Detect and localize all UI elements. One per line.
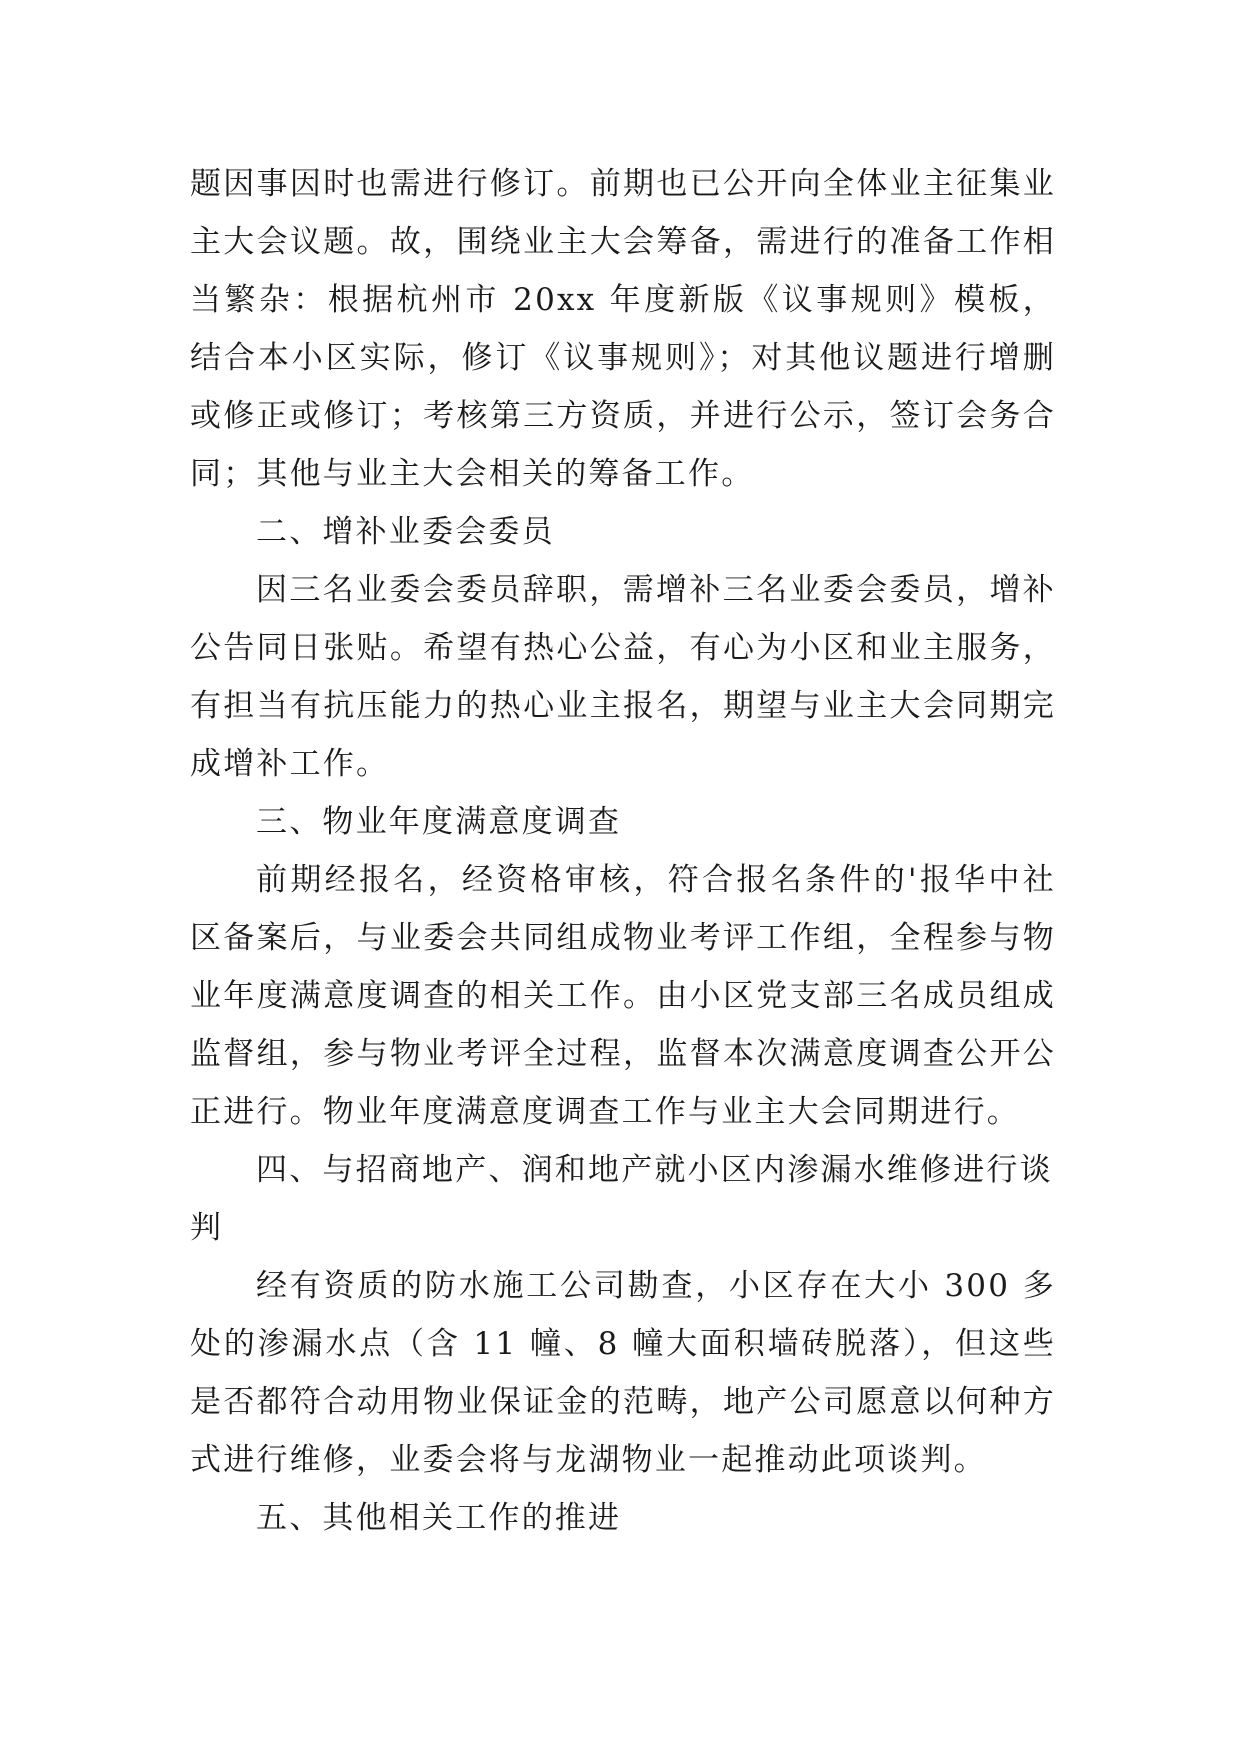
- document-body: [190, 155, 1056, 1547]
- section-heading-3: 三、物业年度满意度调查: [256, 804, 622, 840]
- paragraph-committee-members: 因三名业委会委员辞职，需增补三名业委会委员，增补公告同日张贴。希望有热心公益，有心为小区和业主服务，有担当有抗压能力的热心业主报名，期望与业主大会同期完成增补工作。: [190, 572, 1056, 782]
- section-heading-5: 五、其他相关工作的推进: [256, 1500, 622, 1536]
- paragraph-continuation: 题因事因时也需进行修订。前期也已公开向全体业主征集业主大会议题。故，围绕业主大会筹备，需进行的准备工作相当繁杂：根据杭州市 20xx 年度新版《议事规则》模板，结合本小区实际，修订《议事规则》；对其他议题进行增删或修正或修订；考核第三方资质，并进行公示，签订会务合同；其他与业主大会相关的筹备工作。: [190, 166, 1056, 492]
- paragraph-satisfaction-survey: 前期经报名，经资格审核，符合报名条件的'报华中社区备案后，与业委会共同组成物业考评工作组，全程参与物业年度满意度调查的相关工作。由小区党支部三名成员组成监督组，参与物业考评全过程，监督本次满意度调查公开公正进行。物业年度满意度调查工作与业主大会同期进行。: [190, 862, 1056, 1130]
- paragraph-leak-repair: 经有资质的防水施工公司勘查，小区存在大小 300 多处的渗漏水点（含 11 幢、8 幢大面积墙砖脱落），但这些是否都符合动用物业保证金的范畴，地产公司愿意以何种方式进行维修，业委会将与龙湖物业一起推动此项谈判。: [190, 1268, 1056, 1478]
- section-heading-2: 二、增补业委会委员: [256, 514, 555, 550]
- section-heading-4: 四、与招商地产、润和地产就小区内渗漏水维修进行谈判: [190, 1152, 1053, 1246]
